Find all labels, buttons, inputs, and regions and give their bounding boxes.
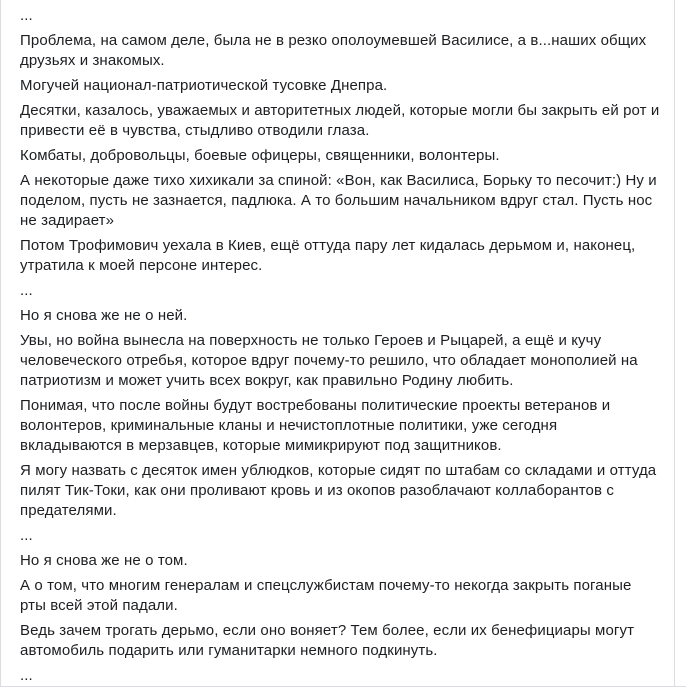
post-paragraph: ... xyxy=(20,282,33,299)
post-paragraph: ... xyxy=(20,527,33,544)
post-paragraph: Но я снова же не о том. xyxy=(20,552,188,569)
post-paragraph: Ведь зачем трогать дерьмо, если оно воняет? Тем более, если их бенефициары могут автомобиль подарить или гуманитарки немного подкинуть. xyxy=(20,622,635,659)
post-paragraph: Потом Трофимович уехала в Киев, ещё оттуда пару лет кидалась дерьмом и, наконец, утратила к моей персоне интерес. xyxy=(20,237,636,274)
post-paragraph: ... xyxy=(20,7,33,24)
post-paragraph: ... xyxy=(20,667,33,684)
post-paragraph: А о том, что многим генералам и спецслужбистам почему-то некогда закрыть поганые рты всей этой падали. xyxy=(20,577,632,614)
post-paragraph: Понимая, что после войны будут востребованы политические проекты ветеранов и волонтеров, криминальные кланы и нечистоплотные политики, уже сегодня вкладываются в мерзавцев, которые мимикрируют под защитников. xyxy=(20,397,611,454)
post-paragraph: Десятки, казалось, уважаемых и авторитетных людей, которые могли бы закрыть ей рот и привести её в чувства, стыдливо отводили глаза. xyxy=(20,102,660,139)
post-paragraph: А некоторые даже тихо хихикали за спиной: «Вон, как Василиса, Борьку то песочит:) Ну и поделом, пусть не зазнается, падлюка. А то большим начальником вдруг стал. Пусть нос не задирает» xyxy=(20,172,657,229)
post-body xyxy=(20,6,661,686)
post-paragraph: Комбаты, добровольцы, боевые офицеры, священники, волонтеры. xyxy=(20,147,500,164)
post-paragraph: Проблема, на самом деле, была не в резко ополоумевшей Василисе, а в...наших общих друзьях и знакомых. xyxy=(20,32,647,69)
post-paragraph: Увы, но война вынесла на поверхность не только Героев и Рыцарей, а ещё и кучу человеческого отребья, которое вдруг почему-то решило, что обладает монополией на патриотизм и может учить всех вокруг, как правильно Родину любить. xyxy=(20,332,638,389)
post-paragraph: Могучей национал-патриотической тусовке Днепра. xyxy=(20,77,388,94)
post-paragraph: Но я снова же не о ней. xyxy=(20,307,188,324)
post-paragraph: Я могу назвать с десяток имен ублюдков, которые сидят по штабам со складами и оттуда пилят Тик-Токи, как они проливают кровь и из окопов разоблачают коллаборантов с предателями. xyxy=(20,462,657,519)
